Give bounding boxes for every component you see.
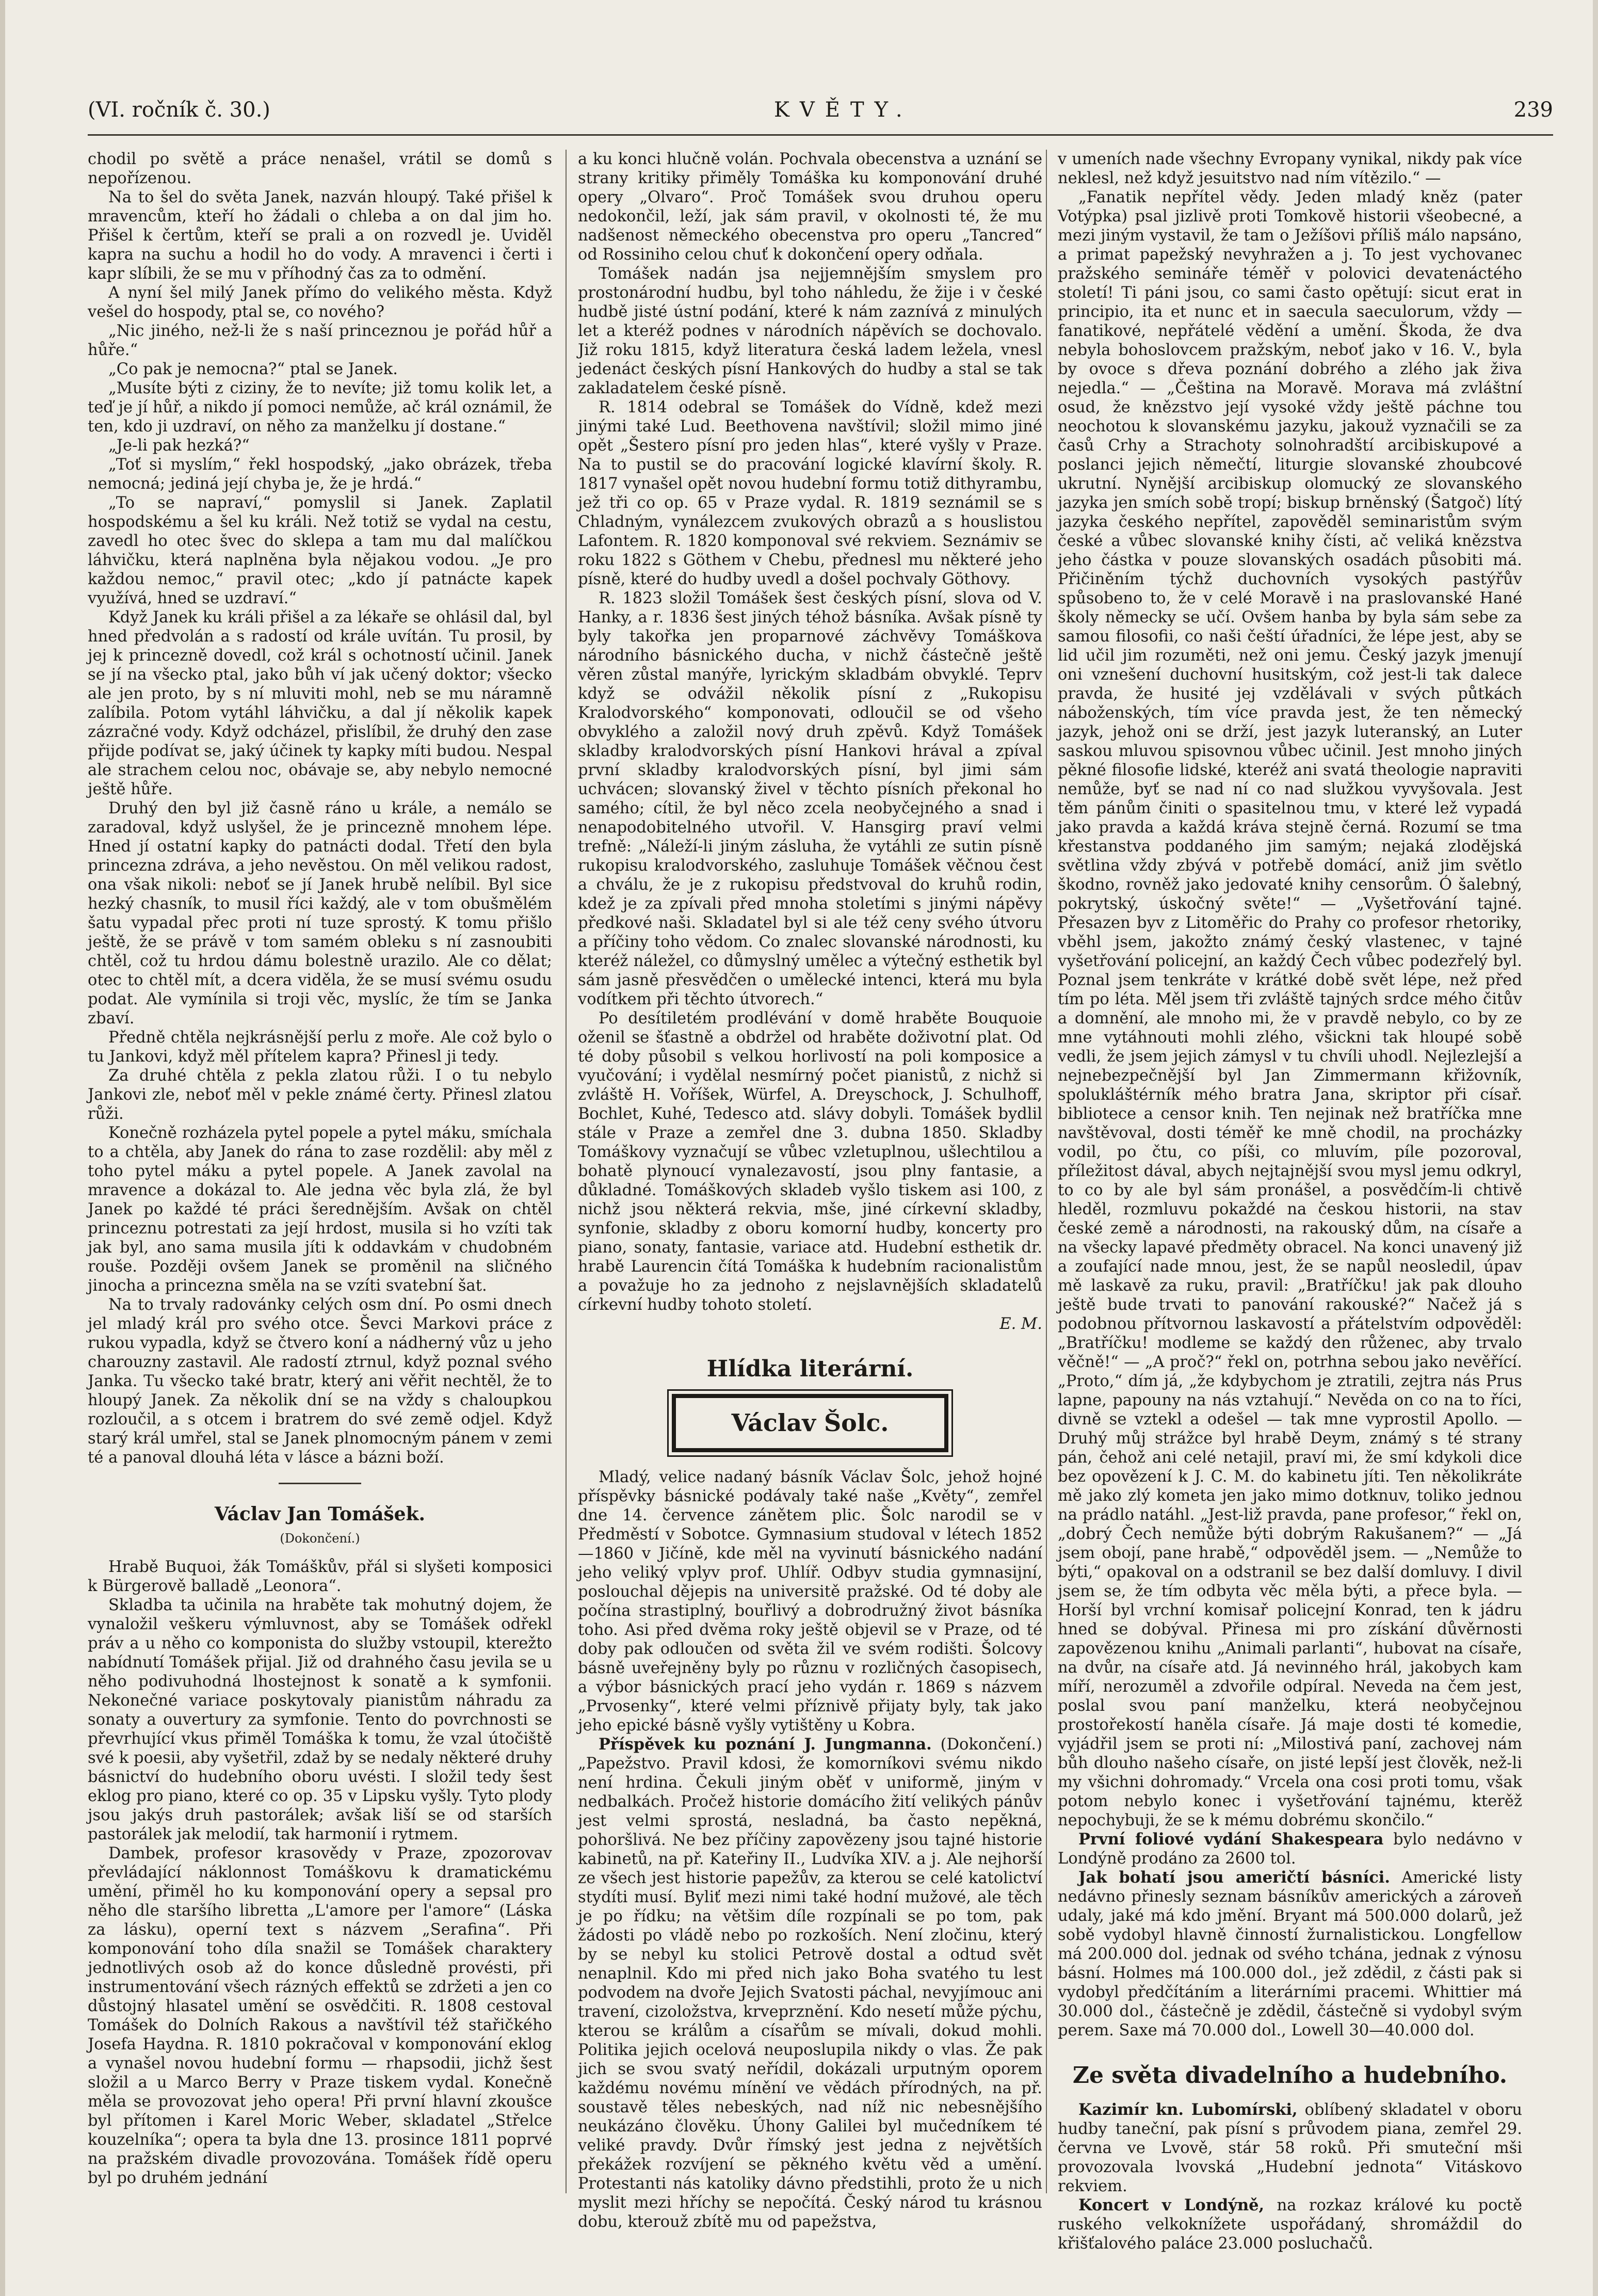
paragraph: R. 1814 odebral se Tomášek do Vídně, kdež mezi jinými také Lud. Beethovena navštívil; složil mimo jiné opět „Šestero písní pro jeden hlas“, které vyšly v Praze. Na to pustil se do pracování logické klavírní školy. R. 1817 vynašel opět novou hudební formu totiž dithyrambu, jež tři co op. 65 v Praze vydal. R. 1819 seznámil se s Chladným, vynálezcem zvukových obrazů a s houslistou Lafontem. R. 1820 komponoval své rekviem. Seznámiv se roku 1822 s Göthem v Chebu, přednesl mu některé jeho písně, které do hudby uvedl a došel pochvaly Göthovy. <box>578 398 1042 588</box>
header-issue: (VI. ročník č. 30.) <box>88 98 270 122</box>
header-page-number: 239 <box>1513 98 1553 122</box>
paragraph: Dambek, profesor krasovědy v Praze, zpozorovav převládající náklonnost Tomáškovu k dramatickému umění, přiměl ho ku komponování opery a sepsal pro něho dle staršího libretta „L'amore per l'amore“ (Láska za lásku), operní text s názvem „Serafina“. Při komponování toho díla snažil se Tomášek charaktery jednotlivých osob až do konce důsledně provésti, při instrumentování všech rázných effektů se zdržeti a jen co důstojný hlasatel umění se osvědčiti. R. 1808 cestoval Tomášek do Dolních Rakous a navštívil též stařičkého Josefa Haydna. R. 1810 pokračoval v komponování eklog a vynašel novou hudební formu — rhapsodii, jichž šest složil a u Marco Berry v Praze tiskem vydal. Konečně měla se provozovat jeho opera! Při první hlavní zkoušce byl přítomen i Karel Moric Weber, skladatel „Střelce kouzelníka“; opera ta byla dne 13. prosince 1811 poprvé na pražském divadle provozována. Tomášek řídě operu byl po druhém jednání <box>88 1844 552 2187</box>
paragraph: „Toť si myslím,“ řekl hospodský, „jako obrázek, třeba nemocná; jediná její chyba je, že je hrdá.“ <box>88 456 552 493</box>
paragraph: R. 1823 složil Tomášek šest českých písní, slova od V. Hanky, a r. 1836 šest jiných téhož básníka. Avšak písně ty byly takořka jen proparnové záchvěvy Tomáškova národního básnického ducha, v nichž částečně ještě věren zůstal manýře, lyrickým skladbám obvyklé. Teprv když se odvážil několik písní z „Rukopisu Kralodvorského“ komponovati, odloučil se od všeho obvyklého a založil nový druh zpěvů. Když Tomášek skladby kralodvorských písní Hankovi hrával a zpíval první skladby kralodvorských písní, byl jimi sám uchvácen; slovanský živel v těchto písních překonal ho samého; cítil, že byl něco zcela neobyčejného a snad i nenapodobitelného utvořil. V. Hansgirg praví velmi trefně: „Náleží-li jiným zásluha, že vytáhli ze sutin písně rukopisu kralodvorského, zasluhuje Tomášek věčnou čest a chválu, že je z rukopisu předstvoval do kruhů rodin, kdež je za zpívali před mnoha stoletími s jinými nápěvy předkové naši. Skladatel byl si ale též ceny svého útvoru a příčiny toho vědom. Co znalec slovanské národnosti, ku kteréž náležel, co důmyslný umělec a výtečný esthetik byl sám jasně přesvědčen o umělecké intenci, která mu byla vodítkem při těchto útvorech.“ <box>578 589 1042 1008</box>
page-header <box>88 98 1553 129</box>
paragraph: Na to trvaly radovánky celých osm dní. Po osmi dnech jel mladý král pro svého otce. Ševci Markovi práce z rukou vypadla, když se čtvero koní a nádherný vůz u jeho charouzny zastavil. Ale radostí ztrnul, když poznal svého Janka. Tu všecko také bratr, který ani věřit nechtěl, že to hloupý Janek. Za několik dní se na vždy s chaloupkou rozloučil, a s otcem i bratrem do své země odjel. Když starý král umřel, stal se Janek plnomocným pánem v zemi té a panoval dlouhá léta v lásce a bázni boží. <box>88 1296 552 1467</box>
header-title: KVĚTY. <box>774 98 913 122</box>
paragraph: Na to šel do světa Janek, nazván hloupý. Také přišel k mravencům, kteří ho žádali o chleba a on dal jim ho. Přišel k čertům, kteří se prali a on rozvedl je. Uviděl kapra na suchu a hodil ho do vody. A mravenci i čerti i kapr slíbili, že se mu v příhodný čas za to odmění. <box>88 188 552 283</box>
paragraph: Konečně rozházela pytel popele a pytel máku, smíchala to a chtěla, aby Janek do rána to zase rozdělil: aby měl z toho pytel máku a pytel popele. A Janek zavolal na mravence a dokázal to. Ale jedna věc byla zlá, že byl Janek po každé té práci šerednějším. Avšak on chtěl princeznu potrestati za její hrdost, musila si ho vzíti tak jak byl, ano sama musila jíti k oddavkám v chudobném rouše. Později ovšem Janek se proměnil na sličného jinocha a princezna směla na se vzíti svatební šat. <box>88 1124 552 1295</box>
article-title: Václav Jan Tomášek. <box>214 1503 426 1525</box>
paragraph: v umeních nade všechny Evropany vynikal, nikdy pak více neklesl, než když jesuitstvo nad ním vítězilo.“ — <box>1058 150 1522 187</box>
paragraph: Předně chtěla nejkrásnější perlu z moře. Ale což bylo o tu Jankovi, když měl přítelem kapra? Přinesl ji tedy. <box>88 1029 552 1066</box>
paragraph: „Co pak je nemocna?“ ptal se Janek. <box>108 360 398 378</box>
item-text: na rozkaz králové ku poctě ruského velkoknížete uspořádaný, shromáždil do křišťalového paláce 23.000 posluchačů. <box>1058 2196 1522 2253</box>
paragraph: Druhý den byl již časně ráno u krále, a nemálo se zaradoval, když uslyšel, že je princezně mnohem lépe. Hned jí ostatní kapky do patnácti dodal. Třetí den byla princezna zdráva, a jeho nevěstou. On měl velikou radost, ona však nikoli: neboť se jí Janek hrubě nelíbil. Byl sice hezký chasník, to musil říci každý, ale v tom obušmělém šatu vypadal přec proti ní tuze sprostý. K tomu přišlo ještě, že se právě v tom samém obleku s ní zasnoubiti chtěl, což tu hrdou dámu bolestně urazilo. Ale co dělat; otec to chtěl mít, a dcera viděla, že se musí svému osudu podat. Ale vymínila si troji věc, myslíc, že tím se Janka zbaví. <box>88 799 552 1027</box>
item-title: Koncert v Londýně, <box>1078 2196 1265 2214</box>
paragraph: „Je-li pak hezká?“ <box>108 437 250 455</box>
paragraph <box>578 1735 1042 2231</box>
paragraph: Tomášek nadán jsa nejjemnějším smyslem pro prostonárodní hudbu, byl toho náhledu, že žije i v české hudbě jisté ústní podání, které k nám zaznívá z minulých let a kteréž podnes v národních nápěvích se dochovalo. Již roku 1815, když literatura česká ladem ležela, vnesl jedenáct českých písní Hankových do hudby a stal se tak zakladatelem české písně. <box>578 265 1042 397</box>
column-2 <box>578 150 1042 2231</box>
paragraph <box>1058 2196 1522 2253</box>
paragraph <box>1058 1830 1522 1868</box>
item-title: Kazimír kn. Lubomírski, <box>1078 2100 1298 2119</box>
page-fold-right <box>1593 0 1598 2296</box>
item-title: První foliové vydání Shakespeara <box>1078 1830 1384 1849</box>
paragraph: Hrabě Buquoi, žák Tomáškův, přál si slyšeti komposici k Bürgerově balladě „Leonora“. <box>88 1558 552 1595</box>
item-title: Příspěvek ku poznání J. Jungmanna. <box>599 1735 932 1754</box>
column-separator <box>1046 150 1047 2193</box>
divider <box>279 1483 361 1484</box>
paragraph: „Musíte býti z ciziny, že to nevíte; již tomu kolik let, a teď je jí hůř, a nikdo jí pomoci nemůže, ač král oznámil, že ten, kdo ji uzdraví, on něho za manželku jí dostane.“ <box>88 379 552 436</box>
section-title: Hlídka literární. <box>706 1356 914 1382</box>
paragraph <box>1058 1868 1522 2040</box>
paragraph: Skladba ta učinila na hraběte tak mohutný dojem, že vynaložil veškeru výmluvnost, aby se Tomášek odřekl práv a u něho co komponista do služby vstoupil, kterežto nabídnutí Tomášek přijal. Již od drahného času jevila se u něho podivuhodná lhostejnost k sonatě a k symfonii. Nekonečné variace poskytovaly pianistům náhradu za sonaty a ouvertury za symfonie. Tento do povrchnosti se převrhující vkus přiměl Tomáška k tomu, že vzal útočiště své k poesii, aby vyšetřil, zdaž by se nedaly některé druhy básnictví do hudebního oboru uvésti. I složil tedy šest eklog pro piano, které co op. 35 v Lipsku vyšly. Tyto plody jsou jakýs druh pastorálek; avšak liší se od starších pastorálek jak melodií, tak harmonií i rytmem. <box>88 1596 552 1843</box>
column-separator <box>566 150 567 2193</box>
paragraph <box>1058 2100 1522 2196</box>
paragraph: A nyní šel milý Janek přímo do velikého města. Když vešel do hospody, ptal se, co nového? <box>88 284 552 321</box>
paragraph: a ku konci hlučně volán. Pochvala obecenstva a uznání se strany kritiky přiměly Tomáška ku komponování druhé opery „Olvaro“. Proč Tomášek svou druhou operu nedokončil, leží, jak sám pravil, v okolnosti té, že mu nadšenost německého obecenstva pro operu „Tancred“ od Rossiniho celou chuť k dokončení opery odňala. <box>578 150 1042 264</box>
column-1 <box>88 150 552 2209</box>
paragraph: „Fanatik nepřítel vědy. Jeden mladý kněz (pater Votýpka) psal jizlivě proti Tomkově historii všeobecné, a mezi jiným vystavil, že tam o Ježíšovi příliš málo napsáno, a primat papežský nevyhražen a j. To jest vychovanec pražského semináře téměř v polovici devatenáctého století! Ti páni jsou, co sami často opětují: sicut erat in principio, ita et nunc et in saecula saeculorum, vždy — fanatikové, nepřátelé vědění a umění. Škoda, že dva nebyla bohoslovcem pražským, neboť jako v 16. V., byla by ovoce s dřeva poznání dobrého a zlého jak živa nejedla.“ — „Čeština na Moravě. Morava má zvláštní osud, že knězstvo její vysoké vždy ještě páchne tou neochotou k slovanskému jazyku, jakouž vyznačili se za časů Crhy a Strachoty solnohradští arcibiskupové a poslanci jejich němečtí, liturgie slovanské zhoubcové ukrutní. Nynější arcibiskup olomucký ze slovanského jazyka jen smích sobě tropí; biskup brněnský (Šatgoč) lítý jazyka českého nepřítel, zapověděl seminaristům svým české a vůbec slovanské knihy čísti, ač veliká knězstva jeho částka v pouze slovanských osadách působiti má. Přičiněním týchž duchovních vysokých pastýřův spůsobeno to, že v celé Moravě i na praslovanské Hané školy německy se učí. Ovšem hanba by byla sám sebe za samou filosofii, co naši čeští úřadníci, že lépe jest, aby se lid učil jim rozuměti, než oni jemu. Český jazyk jmenují oni vznešení duchovní husitským, což jest-li tak dalece pravda, že husité jej vzdělávali v svých půtkách náboženských, tím více pravda jest, že ten německý jazyk, jehož oni se drží, jest jazyk luteranský, an Luter saskou mluvou spisovnou vůbec učinil. Jest mnoho jiných pěkné filosofie lidské, kteréž ani svatá theologie napraviti nemůže, byť se nad ní co nad služkou vyvyšovala. Jest těm pánům činiti o spasitelnou tmu, v které lež vypadá jako pravda a každá kráva stejně černá. Rozumí se tma křestanstva poddaného jim samým; nejaká zlodějská světlina vždy zbývá v potřebě domácí, aniž jim světlo škodno, rovněž jako jedovaté knihy censorům. Ó šalebný, pokrytský, úskočný světe!“ — „Vyšetřování tajné. Přesazen byv z Litoměřic do Prahy co profesor rhetoriky, vběhl jsem, jakožto známý český vlastenec, v tajné vyšetřování policejní, an každý Čech vůbec podezřelý byl. Poznal jsem tenkráte v krátké době svět lépe, než před tím po léta. Měl jsem tři zvláště tajných srdce mého čitův a domnění, ale mnoho mi, že v pravdě nebylo, co by ze mne vytáhnouti mohli zlého, všickni tak hloupé sobě vedli, že jsem jejich zámysl v tu chvíli uhodl. Nejlezlejší a nejnebezpečnější byl Jan Zimmermann křižovník, spolukláštérník mého bratra Jana, skriptor při císař. bibliotece a censor knih. Ten nejinak než bratříčka mne navštěvoval, dosti téměř ke mně chodil, na procházky vodil, po čtu, co píši, co mluvím, píle pozoroval, příležitost dával, abych nejtajnější svou mysl jemu odkryl, to co by ale byl sám pronášel, a posvědčím-li chtivě hleděl, rozmluvu pokaždé na českou historii, na stav české země a národnosti, na rakouský dům, na císaře a na všecky lapavé předměty obracel. Na konci unavený již a zoufající nade mnou, jest, že se napůl neosledil, úpav mě laskavě za ruku, pravil: „Bratříčku! jak pak dlouho ještě bude trvati to panování rakouské?“ Načež já s podobnou přítvornou laskavostí a přátelstvím odpověděl: „Bratříčku! modleme se každý den růženec, aby trvalo věčně!“ — „A proč?“ řekl on, potrhna sebou jako nevěřící. „Proto,“ dím já, „že kdybychom je ztratili, zejtra nás Prus lapne, papouny na nás vztahují.“ Nevěda on co na to říci, divně se vztekl a odešel — tak mne vyprostil Apollo. — Druhý můj strážce byl hrabě Deym, známý s té strany pán, čehož ani celé netajil, praví mi, že smí kdykoli dice bez opovězení k J. C. M. do kabinetu jíti. Ten několikráte mě jako zlý kometa jen jako mimo dotknuv, toliko jednou na prádlo natáhl. „Jest-liž pravda, pane profesor,“ řekl on, „dobrý Čech nemůže býti dobrým Rakušanem?“ — „Já jsem obojí, pane hrabě,“ odpověděl jsem. — „Nemůže to býti,“ opakoval on a odstranil se bez další domluvy. I divil jsem se, že tím odbyta věc měla býti, a přece byla. — Horší byl vrchní komisař policejní Konrad, ten k jádru hned se dobýval. Přinesa mi pro získání důvěrnosti zapovězenou knihu „Animali parlanti“, hubovat na císaře, na dvůr, na císaře atd. Já nevinného hrál, jakobych kam míří, nerozuměl a zdvořile odpíral. Neveda na čem jest, poslal svou paní manželku, která neobyčejnou prostořekostí haněla císaře. Já maje dosti té komedie, vyjádřil jsem se proti ní: „Milostivá paní, zachovej nám bůh dlouho našeho císaře, on jisté lepší jest člověk, než-li my všichni dohromady.“ Vrcela ona cosi proti tomu, však potom nebylo konec i vyšetřování tajnému, kterěž nepochybuji, že se k mému dobrému skončilo.“ <box>1058 188 1522 1829</box>
paragraph: Když Janek ku králi přišel a za lékaře se ohlásil dal, byl hned předvolán a s radostí od krále uvítán. Tu prosil, by jej k princezně dovedl, což král s ochotností učinil. Janek se jí na všecko ptal, jako bůh ví jak učený doktor; všecko ale jen proto, by s ní mluviti mohl, neb se mu náramně zalíbila. Potom vytáhl láhvičku, a dal jí několik kapek zázračné vody. Když odcházel, přislíbil, že druhý den zase přijde podívat se, jaký účinek ty kapky míti budou. Nespal ale strachem celou noc, obávaje se, aby nebylo nemocné ještě hůře. <box>88 608 552 798</box>
framed-title: Václav Šolc. <box>672 1394 948 1452</box>
item-title: Jak bohatí jsou američtí básníci. <box>1078 1868 1390 1887</box>
column-3 <box>1058 150 1522 2253</box>
paragraph: Po desítiletém prodlévání v domě hraběte Bouquoie oženil se šťastně a obdržel od hraběte doživotní plat. Od té doby působil s velkou horlivostí na poli komposice a vyučování; i vydělal nesmírný počet pianistů, z nichž si zvláště H. Voříšek, Würfel, A. Dreyschock, J. Schulhoff, Bochlet, Kuhé, Tedesco atd. slávy dobyli. Tomášek bydlil stále v Praze a zemřel dne 3. dubna 1850. Skladby Tomáškovy vyznačují se vůbec vzletuplnou, ušlechtilou a bohatě plynoucí vynalezavostí, jsou plny fantasie, a důkladné. Tomáškových skladeb vyšlo tiskem asi 100, z nichž jsou některá rekvia, mše, jiné církevní skladby, synfonie, skladby z oboru komorní hudby, koncerty pro piano, sonaty, fantasie, variace atd. Hudební esthetik dr. hrabě Laurencin čítá Tomáška k hudebním racionalistům a považuje ho za jednoho z nejslavnějších skladatelů církevní hudby tohoto století. <box>578 1009 1042 1314</box>
item-text: bylo nedávno v Londýně prodáno za 2600 tol. <box>1058 1831 1522 1868</box>
article-subtitle: (Dokončení.) <box>280 1531 360 1546</box>
paragraph: „Nic jiného, než-li že s naší princeznou je pořád hůř a hůře.“ <box>88 322 552 359</box>
section-title: Ze světa divadelního a hudebního. <box>1072 2062 1508 2089</box>
page-fold-left <box>0 0 5 2296</box>
item-text: oblíbený skladatel v oboru hudby taneční, pak písní s průvodem piana, zemřel 29. června ve Lvově, stár 58 roků. Při smuteční mši provozovala lvovská „Hudební jednota“ Vitáskovo rekviem. <box>1058 2101 1522 2195</box>
paragraph: Mladý, velice nadaný básník Václav Šolc, jehož hojné příspěvky básnické podávaly také naše „Květy“, zemřel dne 14. července zánětem plic. Šolc narodil se v Předměstí v Sobotce. Gymnasium studoval v létech 1852—1860 v Jičíně, kde měl na vyvinutí básnického nadání jeho veliký vplyv prof. Uhlíř. Odbyv studia gymnasijní, poslouchal dějepis na universitě pražské. Od té doby ale počína strastiplný, bouřlivý a dobrodružný život básníka toho. Asi před dvěma roky ještě objevil se v Praze, od té doby pak odloučen od světa žil ve svém rodišti. Šolcovy básně uveřejněny byly po různu v rozličných časopisech, a výbor básnických prací jeho vydán r. 1869 s názvem „Prvosenky“, které velmi příznivě přijaty byly, tak jako jeho epické básně vyšly vytištěny u Kobra. <box>578 1468 1042 1735</box>
item-text: (Dokončení.) „Papežstvo. Pravil kdosi, že komorníkovi svému nikdo není hrdina. Čekuli jiným oběť v uniformě, jiným v nedbalkách. Pročež historie domácího žití velikých pánův jest velmi sprostá, nesladná, ba často nepěkná, pohoršlivá. Ne bez příčiny zapovězeny jsou tajné historie kabinetů, na př. Kateřiny II., Ludvíka XIV. a j. Ale nejhorší ze všech jest historie papežův, za kterou se celé katolictví stydíti musí. Byliť mezi nimi také hodní mužové, ale těch je po řídku; na většim díle rozpínali se po tom, pak žádosti po vládě nebo po rozkoších. Není zločinu, který by se nebyl ku stolici Petrově dostal a odtud svět nenaplnil. Kdo mi před nich jako Boha svatého tu lest podvodem na dvoře Jejich Svatosti páchal, nevyjímouc ani travení, cizoložstva, krveprznění. Kdo nesetí může pýchu, kterou se králům a císařům se mívali, dokud mohli. Politika jejich ocelová neuposlupila nikdy o vlas. Že pak jich se svou svatý neřídil, dokázali urputným oporem každému novému mínění ve vědách přírodných, na př. soustavě těles nebeských, nad níž nic nebesnějšího neukázáno člověku. Úhony Galilei byl mučedníkem té veliké pravdy. Dvůr římský jest jedna z největších překážek rozvíjení se pěkného květu věd a umění. Protestanti nás katoliky dávno předstihli, proto že u nich myslit mezi hříchy se nepočítá. Český národ tu krásnou dobu, kterouž zbítě mu od papežstva, <box>578 1736 1042 2231</box>
header-rule <box>88 134 1553 136</box>
paragraph: chodil po světě a práce nenašel, vrátil se domů s nepořízenou. <box>88 150 552 187</box>
paragraph: „To se napraví,“ pomyslil si Janek. Zaplatil hospodskému a šel ku králi. Než totiž se vydal na cestu, zavedl ho otec švec do sklepa a tam mu dal malíčkou láhvičku, která naplněna byla nějakou vodou. „Je pro každou nemoc,“ pravil otec; „kdo jí patnácte kapek využívá, hned se uzdraví.“ <box>88 494 552 607</box>
article-signature: E. M. <box>999 1315 1042 1333</box>
item-text: Americké listy nedávno přinesly seznam básníkův amerických a zároveň udaly, jaké má kdo jmění. Bryant má 500.000 dolarů, jež sobě vydobyl hlavně činností žurnalistickou. Longfellow má 200.000 dol. jednak od svého tchána, jednak z výnosu básní. Holmes má 100.000 dol., jež zdědil, z části pak si vydobyl předčítáním a literárními pracemi. Whittier má 30.000 dol., částečně je zdědil, částečně si vydobyl svým perem. Saxe má 70.000 dol., Lowell 30—40.000 dol. <box>1058 1869 1522 2040</box>
paragraph: Za druhé chtěla z pekla zlatou růži. I o tu nebylo Jankovi zle, neboť měl v pekle známé čerty. Přinesl zlatou růži. <box>88 1067 552 1123</box>
